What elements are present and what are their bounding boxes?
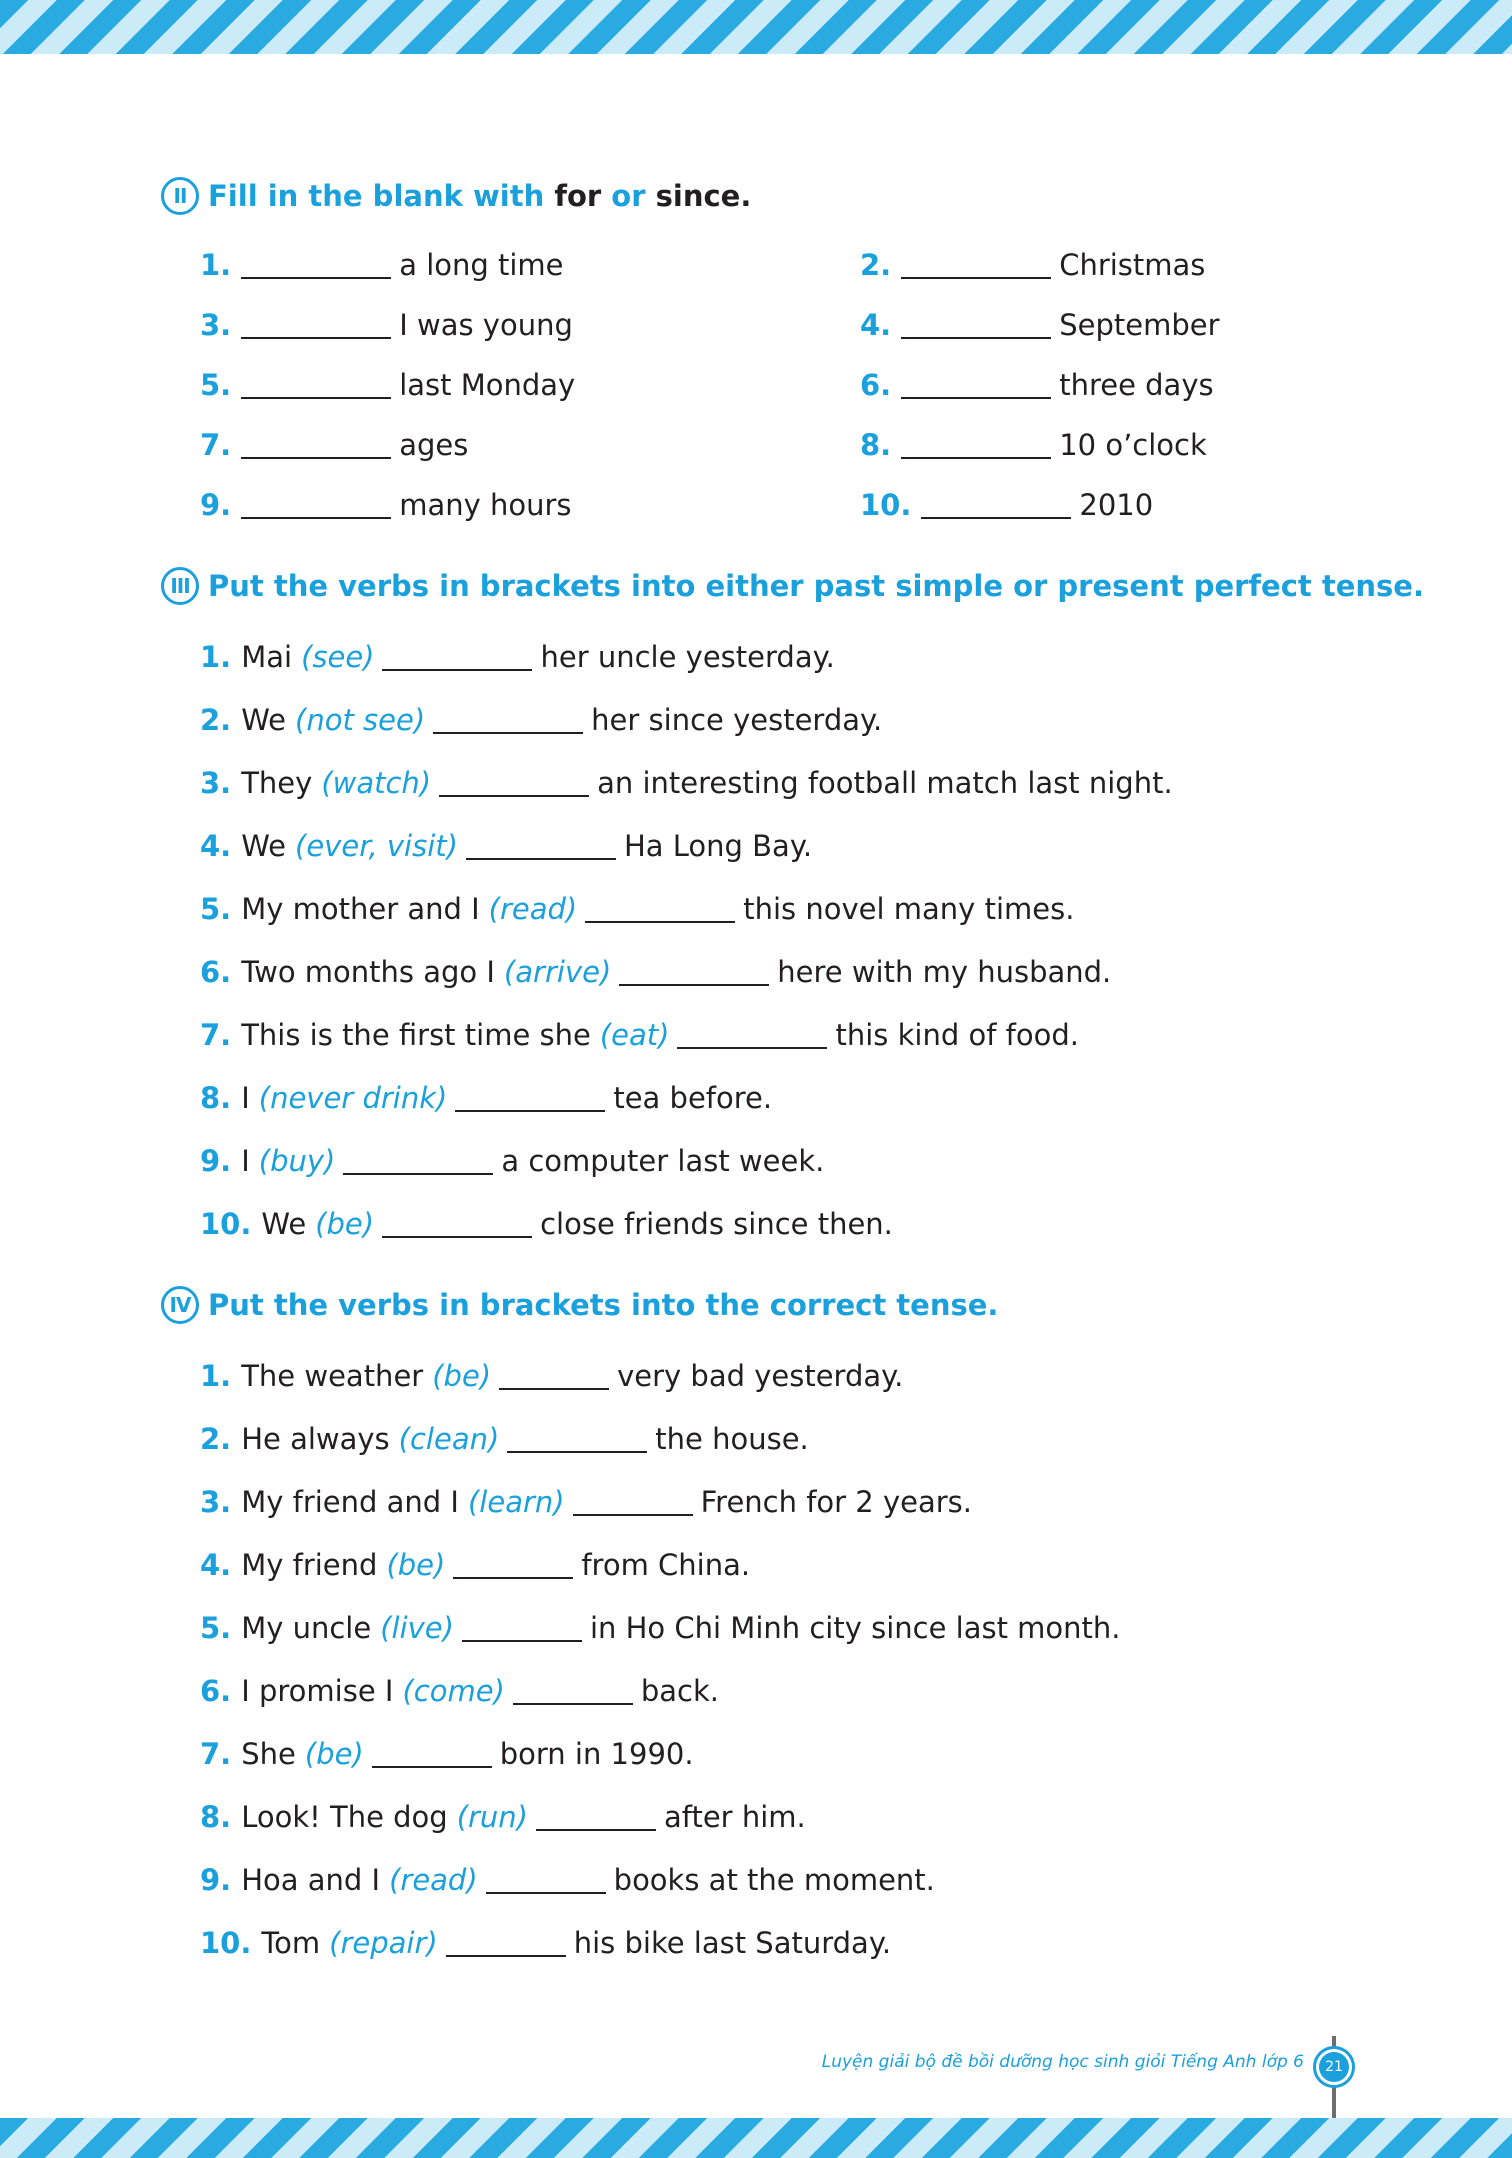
answer-blank[interactable]: [499, 1362, 609, 1390]
item-subject: My uncle: [241, 1611, 372, 1645]
exercise-item: [200, 825, 812, 867]
item-number: 4.: [200, 829, 232, 863]
answer-blank[interactable]: [486, 1866, 606, 1894]
item-text: last Monday: [399, 368, 576, 402]
item-subject: They: [241, 766, 313, 800]
item-text: a long time: [399, 248, 564, 282]
answer-blank[interactable]: [241, 251, 391, 279]
item-subject: Hoa and I: [241, 1863, 381, 1897]
item-subject: I promise I: [241, 1674, 394, 1708]
verb-hint: (read): [389, 1863, 478, 1897]
exercise-item: [200, 1140, 824, 1182]
verb-hint: (eat): [599, 1018, 670, 1052]
exercise-item: [200, 1670, 719, 1712]
fill-item: [200, 364, 575, 406]
section-2-heading: [161, 174, 751, 218]
answer-blank[interactable]: [241, 371, 391, 399]
verb-hint: (be): [386, 1548, 446, 1582]
item-subject: Mai: [241, 640, 293, 674]
answer-blank[interactable]: [433, 706, 583, 734]
verb-hint: (ever, visit): [295, 829, 458, 863]
item-rest: French for 2 years.: [700, 1485, 973, 1519]
item-subject: She: [241, 1737, 296, 1771]
item-number: 9.: [200, 1863, 232, 1897]
answer-blank[interactable]: [901, 371, 1051, 399]
verb-hint: (be): [304, 1737, 364, 1771]
item-number: 2.: [200, 703, 232, 737]
item-number: 3.: [200, 308, 232, 342]
exercise-item: [200, 636, 835, 678]
item-number: 2.: [860, 248, 892, 282]
verb-hint: (not see): [295, 703, 426, 737]
answer-blank[interactable]: [921, 491, 1071, 519]
fill-item: [200, 304, 573, 346]
fill-item: [860, 244, 1205, 286]
section-4-heading: [161, 1283, 998, 1327]
item-rest: his bike last Saturday.: [573, 1926, 892, 1960]
item-number: 4.: [860, 308, 892, 342]
item-rest: here with my husband.: [777, 955, 1112, 989]
item-number: 10.: [200, 1207, 252, 1241]
item-number: 1.: [200, 1359, 232, 1393]
verb-hint: (learn): [467, 1485, 565, 1519]
fill-item: [200, 424, 468, 466]
answer-blank[interactable]: [372, 1740, 492, 1768]
item-text: I was young: [399, 308, 573, 342]
exercise-item: [200, 1733, 694, 1775]
item-rest: her uncle yesterday.: [540, 640, 835, 674]
exercise-item: [200, 1014, 1079, 1056]
item-text: many hours: [399, 488, 572, 522]
exercise-item: [200, 1922, 891, 1964]
item-rest: Ha Long Bay.: [623, 829, 813, 863]
verb-hint: (see): [301, 640, 375, 674]
exercise-item: [200, 1481, 972, 1523]
section-4-number-badge: IV: [161, 1286, 199, 1324]
page-number: 21: [1319, 2052, 1349, 2082]
section-3-heading: [161, 564, 1424, 608]
answer-blank[interactable]: [901, 431, 1051, 459]
item-number: 3.: [200, 766, 232, 800]
verb-hint: (clean): [398, 1422, 500, 1456]
answer-blank[interactable]: [241, 491, 391, 519]
exercise-item: [200, 1203, 893, 1245]
item-subject: We: [241, 703, 287, 737]
answer-blank[interactable]: [513, 1677, 633, 1705]
item-number: 5.: [200, 368, 232, 402]
item-subject: Look! The dog: [241, 1800, 448, 1834]
item-text: ages: [399, 428, 469, 462]
item-number: 3.: [200, 1485, 232, 1519]
exercise-item: [200, 1077, 772, 1119]
keyword-since: since.: [655, 179, 752, 213]
item-rest: back.: [640, 1674, 719, 1708]
item-subject: I: [241, 1081, 250, 1115]
item-rest: after him.: [664, 1800, 806, 1834]
item-number: 10.: [860, 488, 912, 522]
exercise-item: [200, 1859, 935, 1901]
item-rest: her since yesterday.: [591, 703, 883, 737]
answer-blank[interactable]: [901, 251, 1051, 279]
answer-blank[interactable]: [439, 769, 589, 797]
item-number: 1.: [200, 640, 232, 674]
answer-blank[interactable]: [466, 832, 616, 860]
exercise-item: [200, 762, 1173, 804]
verb-hint: (run): [456, 1800, 528, 1834]
item-rest: very bad yesterday.: [617, 1359, 904, 1393]
exercise-item: [200, 888, 1074, 930]
fill-item: [860, 304, 1220, 346]
item-rest: an interesting football match last night.: [597, 766, 1173, 800]
item-rest: close friends since then.: [540, 1207, 893, 1241]
verb-hint: (never drink): [258, 1081, 448, 1115]
exercise-item: [200, 951, 1111, 993]
exercise-item: [200, 1418, 809, 1460]
answer-blank[interactable]: [901, 311, 1051, 339]
verb-hint: (read): [488, 892, 578, 926]
item-subject: We: [241, 829, 287, 863]
exercise-item: [200, 1355, 903, 1397]
fill-item: [860, 484, 1153, 526]
item-rest: the house.: [655, 1422, 809, 1456]
item-number: 5.: [200, 1611, 232, 1645]
item-number: 5.: [200, 892, 232, 926]
verb-hint: (be): [315, 1207, 375, 1241]
verb-hint: (live): [380, 1611, 454, 1645]
answer-blank[interactable]: [536, 1803, 656, 1831]
exercise-item: [200, 1607, 1121, 1649]
item-text: September: [1059, 308, 1220, 342]
exercise-item: [200, 1544, 750, 1586]
exercise-item: [200, 699, 882, 741]
section-3-heading-text: Put the verbs in brackets into either past simple or present perfect tense.: [208, 569, 1424, 603]
item-number: 8.: [860, 428, 892, 462]
answer-blank[interactable]: [573, 1488, 693, 1516]
item-number: 1.: [200, 248, 232, 282]
verb-hint: (be): [432, 1359, 492, 1393]
item-number: 7.: [200, 1018, 232, 1052]
item-subject: Tom: [261, 1926, 321, 1960]
bottom-stripe-border: [0, 2118, 1512, 2158]
verb-hint: (repair): [329, 1926, 438, 1960]
item-subject: Two months ago I: [241, 955, 495, 989]
answer-blank[interactable]: [241, 311, 391, 339]
item-text: 10 o’clock: [1059, 428, 1207, 462]
verb-hint: (arrive): [503, 955, 612, 989]
verb-hint: (buy): [258, 1144, 336, 1178]
answer-blank[interactable]: [343, 1147, 493, 1175]
item-number: 6.: [200, 1674, 232, 1708]
item-number: 9.: [200, 1144, 232, 1178]
section-2-number-badge: II: [161, 177, 199, 215]
verb-hint: (watch): [321, 766, 432, 800]
answer-blank[interactable]: [382, 1210, 532, 1238]
keyword-for: for: [554, 179, 602, 213]
section-3-number-badge: III: [161, 567, 199, 605]
answer-blank[interactable]: [453, 1551, 573, 1579]
book-title-footer: Luyện giải bộ đề bồi dưỡng học sinh giỏi Tiếng Anh lớp 6: [821, 2052, 1304, 2072]
top-stripe-border: [0, 0, 1512, 54]
answer-blank[interactable]: [462, 1614, 582, 1642]
answer-blank[interactable]: [619, 958, 769, 986]
verb-hint: (come): [402, 1674, 505, 1708]
item-rest: born in 1990.: [499, 1737, 694, 1771]
connector-or: or: [611, 179, 646, 213]
item-number: 4.: [200, 1548, 232, 1582]
item-number: 6.: [200, 955, 232, 989]
item-rest: tea before.: [613, 1081, 773, 1115]
item-text: 2010: [1079, 488, 1154, 522]
item-subject: He always: [241, 1422, 390, 1456]
answer-blank[interactable]: [507, 1425, 647, 1453]
fill-item: [200, 244, 564, 286]
item-rest: a computer last week.: [501, 1144, 825, 1178]
item-number: 7.: [200, 1737, 232, 1771]
item-subject: My friend: [241, 1548, 378, 1582]
answer-blank[interactable]: [446, 1929, 566, 1957]
item-number: 7.: [200, 428, 232, 462]
item-number: 10.: [200, 1926, 252, 1960]
item-rest: from China.: [581, 1548, 751, 1582]
section-4-heading-text: Put the verbs in brackets into the correct tense.: [208, 1288, 999, 1322]
item-number: 2.: [200, 1422, 232, 1456]
item-subject: I: [241, 1144, 250, 1178]
item-number: 6.: [860, 368, 892, 402]
item-number: 9.: [200, 488, 232, 522]
answer-blank[interactable]: [677, 1021, 827, 1049]
item-number: 8.: [200, 1800, 232, 1834]
item-subject: This is the first time she: [241, 1018, 591, 1052]
item-subject: The weather: [241, 1359, 424, 1393]
item-subject: My mother and I: [241, 892, 480, 926]
answer-blank[interactable]: [585, 895, 735, 923]
item-number: 8.: [200, 1081, 232, 1115]
item-subject: My friend and I: [241, 1485, 459, 1519]
item-rest: this novel many times.: [743, 892, 1075, 926]
exercise-item: [200, 1796, 806, 1838]
fill-item: [860, 424, 1207, 466]
item-text: Christmas: [1059, 248, 1206, 282]
item-rest: in Ho Chi Minh city since last month.: [589, 1611, 1121, 1645]
answer-blank[interactable]: [455, 1084, 605, 1112]
section-2-heading-text: Fill in the blank with: [208, 179, 545, 213]
fill-item: [200, 484, 572, 526]
answer-blank[interactable]: [241, 431, 391, 459]
answer-blank[interactable]: [382, 643, 532, 671]
item-rest: books at the moment.: [613, 1863, 935, 1897]
item-rest: this kind of food.: [835, 1018, 1079, 1052]
fill-item: [860, 364, 1214, 406]
item-subject: We: [261, 1207, 307, 1241]
page-number-badge: [1313, 2046, 1355, 2088]
item-text: three days: [1059, 368, 1214, 402]
